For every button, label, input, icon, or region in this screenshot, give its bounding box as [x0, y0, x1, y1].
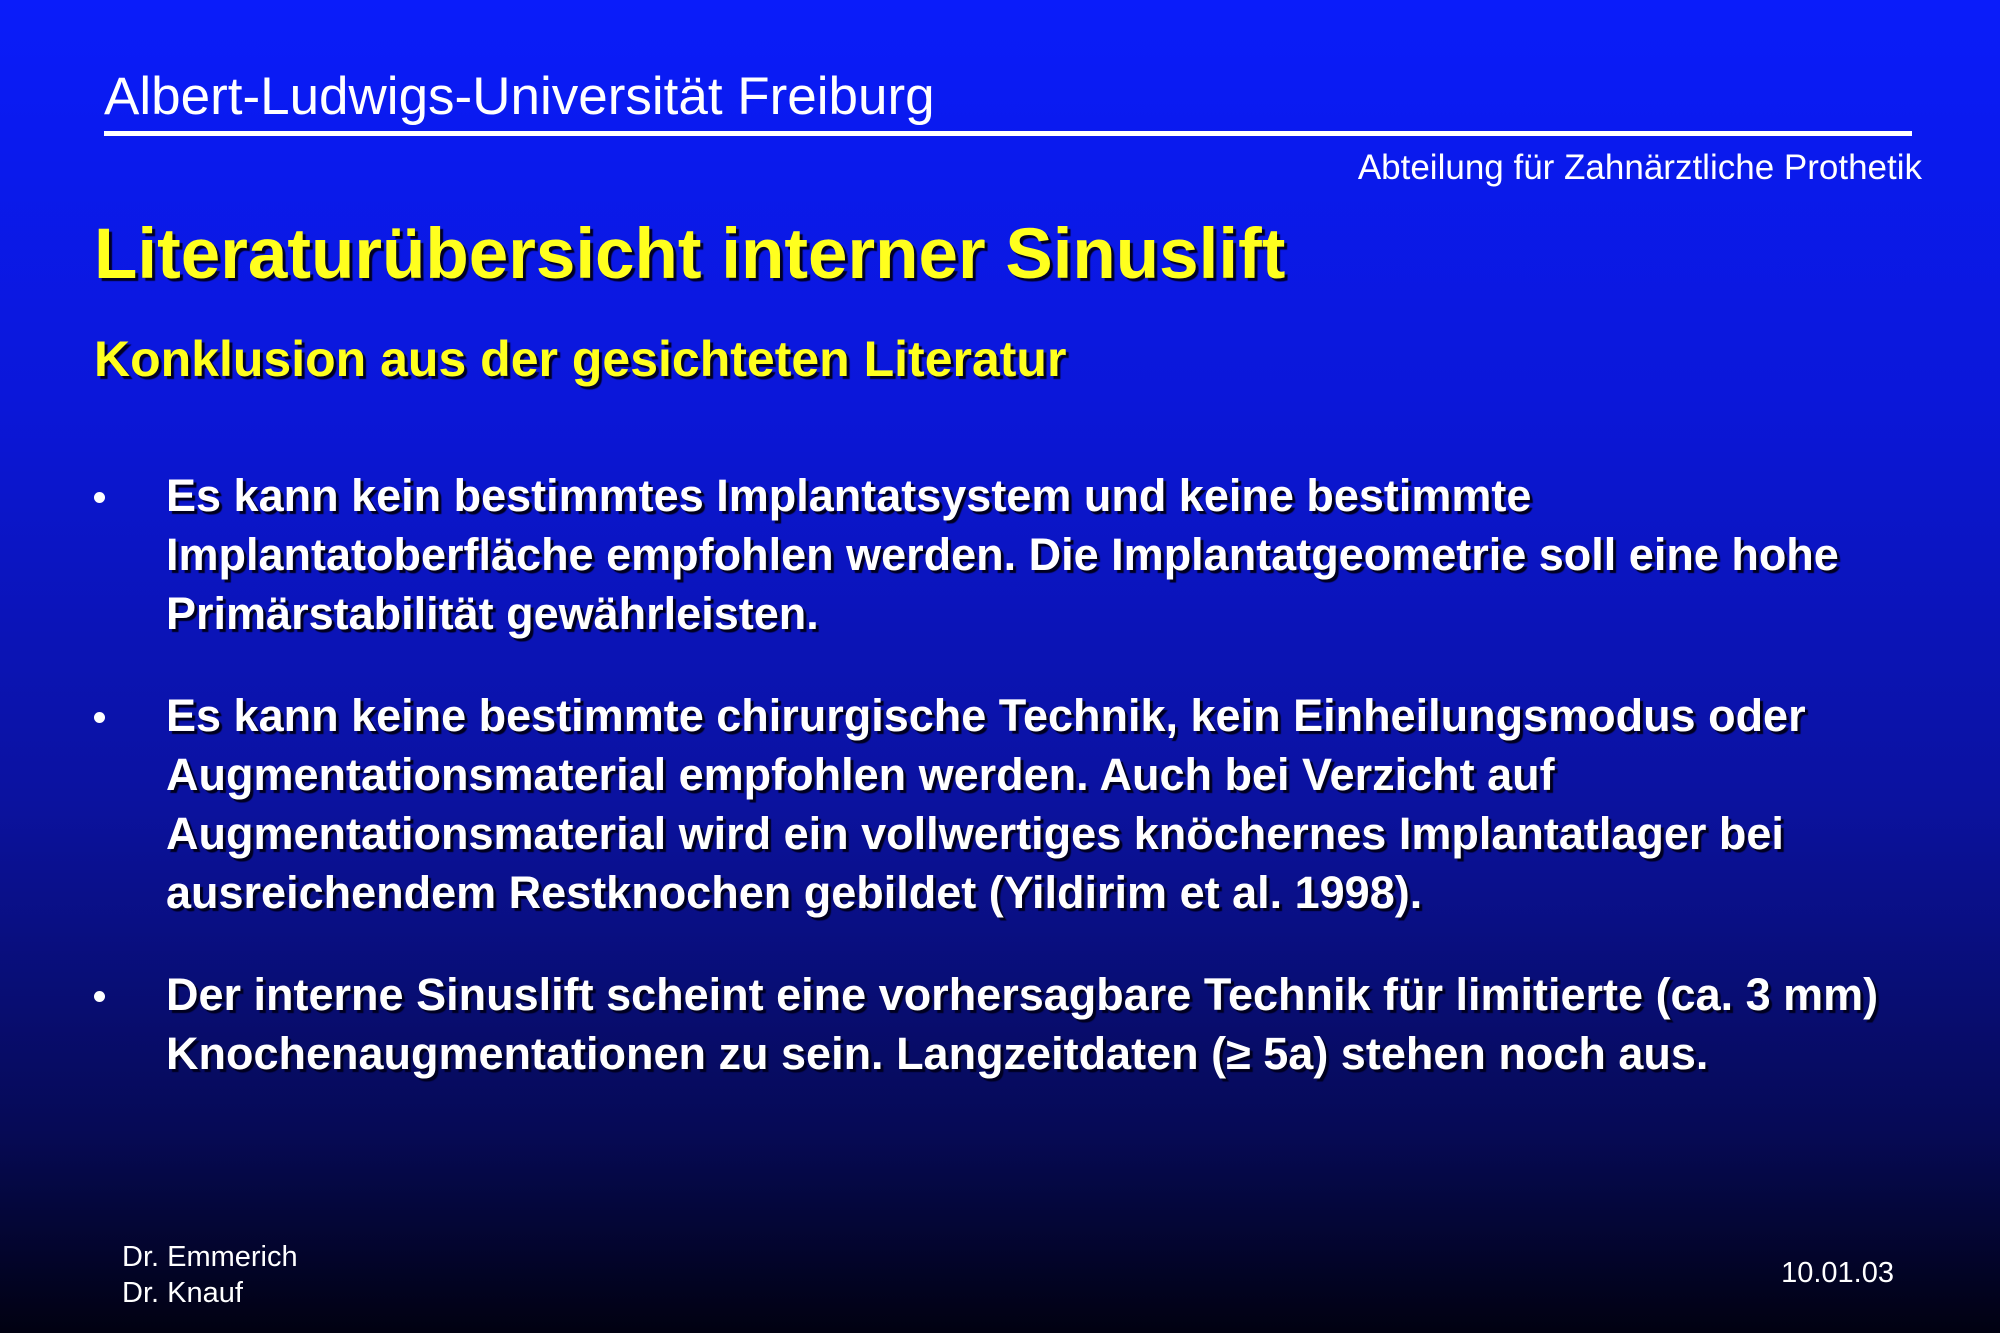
- bullet-icon: [94, 492, 105, 503]
- bullet-icon: [94, 712, 105, 723]
- bullet-text: Der interne Sinuslift scheint eine vorhersagbare Technik für limitierte (ca. 3 mm) Knochenaugmentationen zu sein. Langzeitdaten (≥ 5a) stehen noch aus.: [166, 969, 1879, 1079]
- department-name: Abteilung für Zahnärztliche Prothetik: [1357, 148, 1922, 187]
- bullet-icon: [94, 991, 105, 1002]
- bullet-text: Es kann keine bestimmte chirurgische Technik, kein Einheilungsmodus oder Augmentationsmaterial empfohlen werden. Auch bei Verzicht auf Augmentationsmaterial wird ein vollwertiges knöchernes Implantatlager bei ausreichendem Restknochen gebildet (Yildirim et al. 1998).: [166, 690, 1806, 918]
- slide-title: Literaturübersicht interner Sinuslift: [94, 215, 1286, 294]
- bullet-list: [88, 466, 1918, 1083]
- slide-subtitle: Konklusion aus der gesichteten Literatur: [94, 331, 1067, 387]
- bullet-item: [88, 466, 1918, 643]
- slide-date: 10.01.03: [1781, 1257, 1894, 1289]
- bullet-text: Es kann kein bestimmtes Implantatsystem und keine bestimmte Implantatoberfläche empfohlen werden. Die Implantatgeometrie soll eine hohe Primärstabilität gewährleisten.: [166, 470, 1839, 639]
- header-divider: [104, 131, 1912, 136]
- bullet-item: [88, 686, 1918, 922]
- author-name: Dr. Knauf: [122, 1277, 243, 1309]
- author-name: Dr. Emmerich: [122, 1241, 298, 1273]
- university-name: Albert-Ludwigs-Universität Freiburg: [104, 67, 935, 126]
- bullet-item: [88, 965, 1918, 1083]
